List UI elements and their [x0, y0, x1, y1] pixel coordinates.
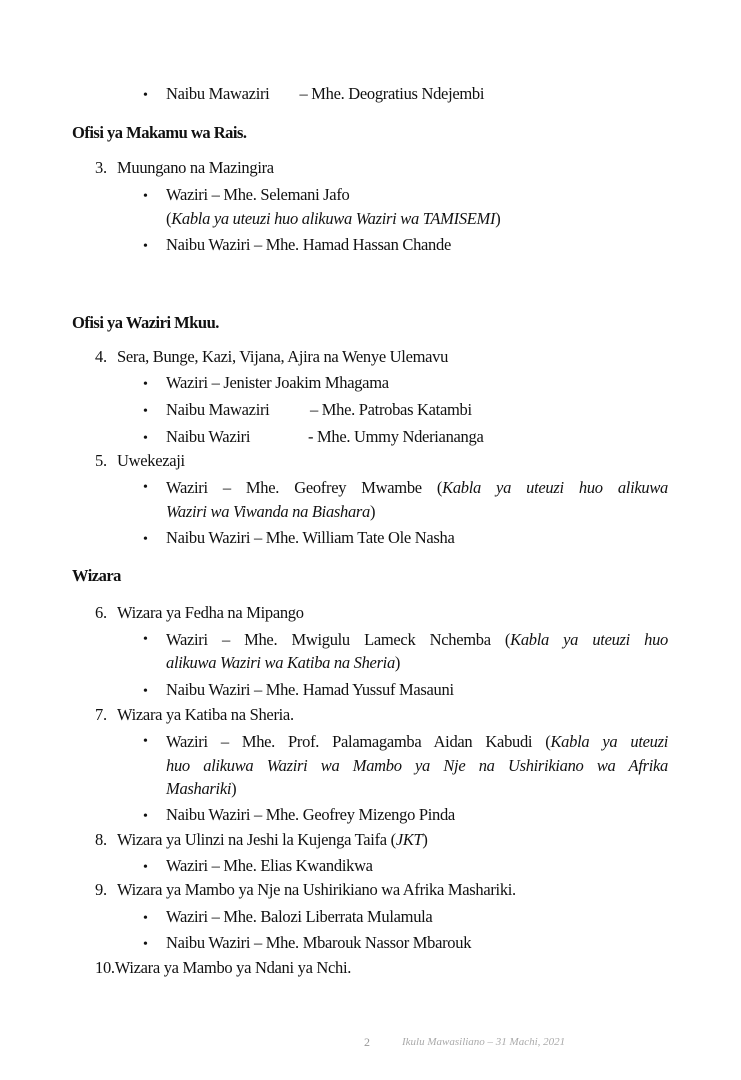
role-label: Naibu Waziri [166, 427, 251, 446]
paren-close: ) [231, 779, 237, 798]
bullet-icon: • [143, 632, 148, 647]
numbered-item [95, 956, 351, 980]
numbered-item [95, 449, 185, 473]
person-name: - Mhe. Ummy Nderiananga [308, 427, 484, 446]
previous-post-note [166, 207, 500, 231]
bullet-icon: • [143, 189, 148, 204]
numbered-item [95, 156, 274, 180]
bullet-icon: • [143, 88, 148, 103]
item-title: Wizara ya Mambo ya Nje na Ushirikiano wa Afrika Mashariki. [117, 880, 516, 899]
item-title-italic: JKT [395, 830, 423, 849]
item-number: 8. [95, 830, 107, 849]
numbered-item [95, 828, 428, 852]
item-title: Muungano na Mazingira [117, 158, 274, 177]
appointment-text-line [166, 730, 668, 754]
list-item [143, 233, 451, 259]
item-number: 10. [95, 958, 115, 977]
item-title: Wizara ya Katiba na Sheria. [117, 705, 294, 724]
item-title: Sera, Bunge, Kazi, Vijana, Ajira na Wenye Ulemavu [117, 347, 449, 366]
note-italic: Kabla ya uteuzi huo alikuwa [442, 478, 668, 497]
section-heading: Ofisi ya Makamu wa Rais. [72, 123, 247, 142]
numbered-item [95, 703, 294, 727]
list-item [143, 398, 472, 424]
appointment-text-line [166, 628, 668, 652]
item-title: Uwekezaji [117, 451, 185, 470]
list-item [143, 931, 471, 957]
note-italic: Kabla ya uteuzi huo [510, 630, 668, 649]
bullet-icon: • [143, 684, 148, 699]
paren-close: ) [495, 209, 501, 228]
list-item [143, 82, 484, 108]
paren-close: ) [394, 653, 401, 672]
appointment-text: Naibu Waziri – Mhe. Hamad Yussuf Masauni [166, 680, 454, 699]
appointment-text-line [166, 476, 668, 500]
paren-open: ( [166, 209, 172, 228]
item-number: 3. [95, 158, 107, 177]
bullet-icon: • [143, 480, 148, 495]
list-item [143, 425, 483, 451]
list-item [143, 905, 432, 931]
bullet-icon: • [143, 734, 148, 749]
bullet-icon: • [143, 937, 148, 952]
section-heading: Ofisi ya Waziri Mkuu. [72, 313, 219, 332]
footer-text: Ikulu Mawasiliano – 31 Machi, 2021 [402, 1036, 566, 1048]
appointment-text: Naibu Waziri – Mhe. William Tate Ole Nasha [166, 528, 455, 547]
section-heading: Wizara [72, 566, 121, 585]
appointment-text: Waziri – Mhe. Elias Kwandikwa [166, 856, 373, 875]
item-title: Wizara ya Fedha na Mipango [117, 603, 304, 622]
appointment-text-line [166, 500, 375, 524]
note-italic: alikuwa Waziri wa Katiba na Sheria [166, 653, 395, 672]
appointment-text: Naibu Waziri – Mhe. Geofrey Mizengo Pinda [166, 805, 455, 824]
bullet-icon: • [143, 431, 148, 446]
list-item [143, 526, 455, 552]
bullet-icon: • [143, 404, 148, 419]
person-name: – Mhe. Patrobas Katambi [310, 400, 472, 419]
numbered-item [95, 878, 516, 902]
bullet-icon: • [143, 377, 148, 392]
item-number: 7. [95, 705, 107, 724]
note-italic: Waziri wa Viwanda na Biashara [166, 502, 370, 521]
list-item [143, 371, 389, 397]
appointment-text: Naibu Waziri – Mhe. Mbarouk Nassor Mbarouk [166, 933, 472, 952]
item-title: Wizara ya Ulinzi na Jeshi la Kujenga Taifa ( [117, 830, 396, 849]
bullet-icon: • [143, 532, 148, 547]
page-number: 2 [364, 1035, 370, 1049]
person-name: – Mhe. Deogratius Ndejembi [299, 84, 485, 103]
role-label: Naibu Mawaziri [166, 400, 270, 419]
numbered-item [95, 601, 304, 625]
note-italic: huo alikuwa Waziri wa Mambo ya Nje na Ushirikiano wa Afrika [166, 756, 668, 775]
bullet-icon: • [143, 911, 148, 926]
appointment-text: Waziri – Mhe. Balozi Liberrata Mulamula [166, 907, 433, 926]
list-item [143, 183, 349, 209]
appointment-plain: Waziri – Mhe. Mwigulu Lameck Nchemba ( [166, 630, 511, 649]
appointment-plain: Waziri – Mhe. Geofrey Mwambe ( [166, 478, 443, 497]
bullet-icon: • [143, 239, 148, 254]
appointment-text: Waziri – Mhe. Selemani Jafo [166, 185, 350, 204]
item-number: 4. [95, 347, 107, 366]
item-number: 6. [95, 603, 107, 622]
list-item [143, 803, 455, 829]
note-italic: Kabla ya uteuzi [550, 732, 669, 751]
item-number: 9. [95, 880, 107, 899]
paren-close: ) [422, 830, 428, 849]
appointment-text-line [166, 777, 236, 801]
appointment-text: Waziri – Jenister Joakim Mhagama [166, 373, 389, 392]
note-italic: Mashariki [166, 779, 232, 798]
paren-close: ) [370, 502, 376, 521]
bullet-icon: • [143, 860, 148, 875]
appointment-text: Naibu Waziri – Mhe. Hamad Hassan Chande [166, 235, 451, 254]
appointment-plain: Waziri – Mhe. Prof. Palamagamba Aidan Kabudi ( [166, 732, 551, 751]
role-label: Naibu Mawaziri [166, 84, 270, 103]
bullet-icon: • [143, 809, 148, 824]
item-number: 5. [95, 451, 107, 470]
item-title: Wizara ya Mambo ya Ndani ya Nchi. [114, 958, 352, 977]
list-item [143, 678, 454, 704]
numbered-item [95, 345, 448, 369]
appointment-text-line [166, 754, 668, 778]
appointment-text-line [166, 651, 400, 675]
list-item [143, 854, 373, 880]
note-italic: Kabla ya uteuzi huo alikuwa Waziri wa TAMISEMI [171, 209, 496, 228]
